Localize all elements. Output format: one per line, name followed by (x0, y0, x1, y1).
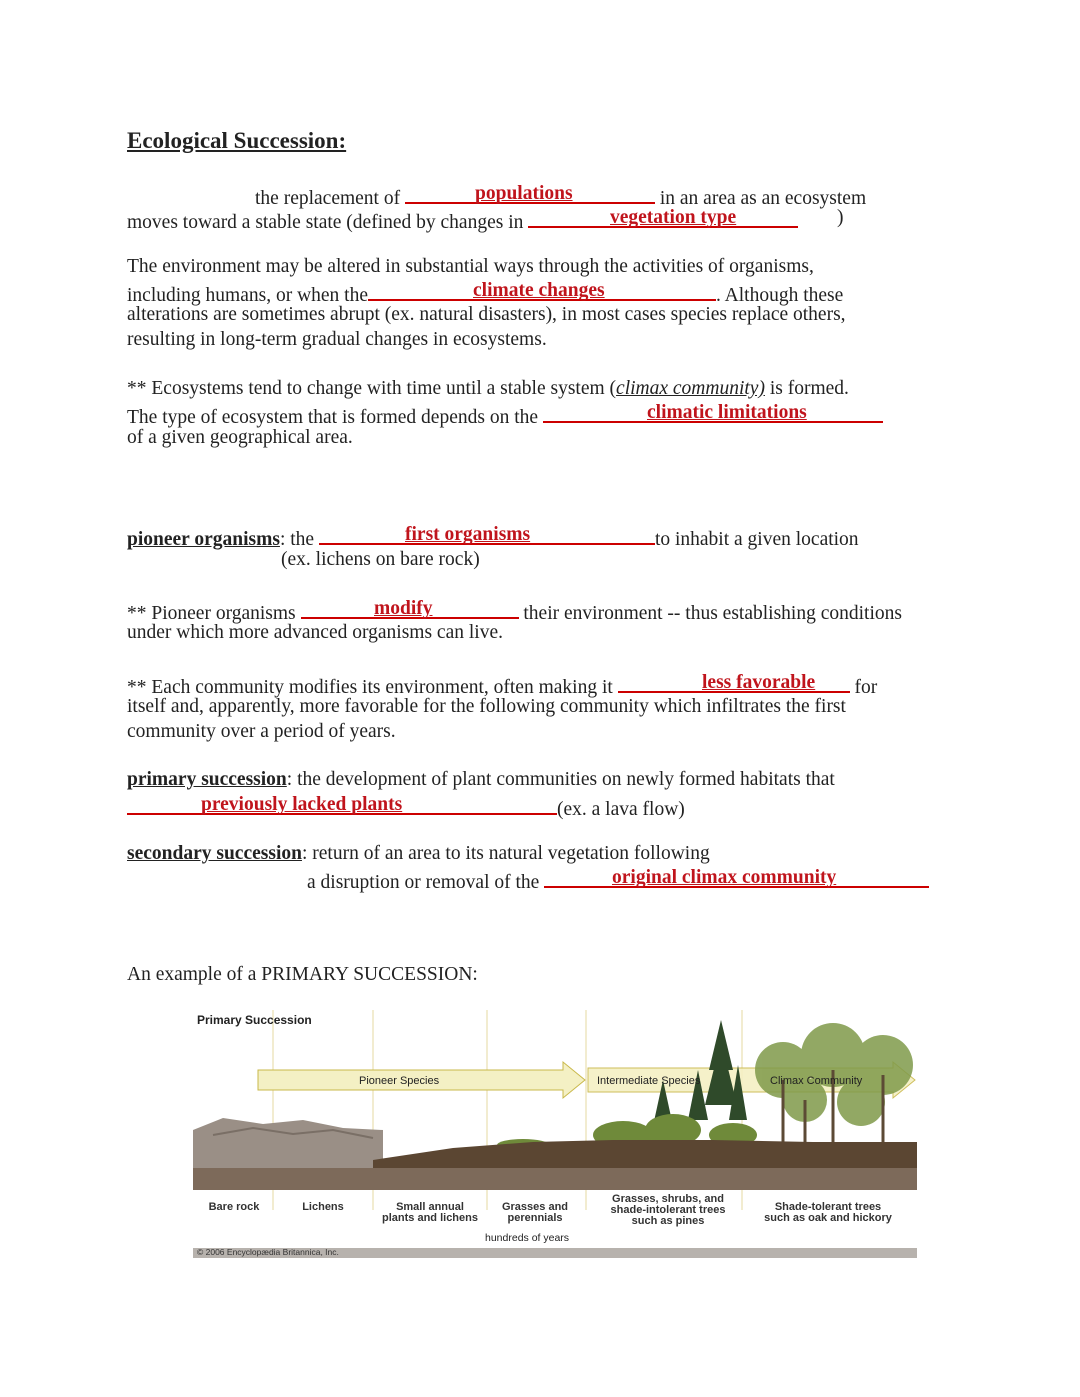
climax-community-term: climax community) (616, 378, 765, 399)
answer-original-climax-community: original climax community (612, 867, 837, 888)
term-secondary-succession: secondary succession (127, 843, 302, 864)
arrow-label-climax: Climax Community (770, 1075, 863, 1087)
page-title: Ecological Succession: (127, 128, 347, 153)
p3-line1 (127, 377, 849, 401)
term-primary-succession: primary succession (127, 769, 287, 790)
p3-text: is formed. (764, 378, 849, 399)
answer-vegetation-type: vegetation type (610, 207, 737, 228)
term-pioneer-organisms: pioneer organisms (127, 529, 280, 550)
p7-text: (ex. a lava flow) (557, 799, 685, 820)
figure-credit: © 2006 Encyclopædia Britannica, Inc. (197, 1247, 339, 1257)
answer-climatic-limitations: climatic limitations (647, 402, 807, 423)
p4-line2: (ex. lichens on bare rock) (281, 549, 480, 570)
stage-lichens: Lichens (302, 1201, 344, 1213)
p1-text: the replacement of (255, 188, 401, 209)
p2-text: including humans, or when the (127, 285, 368, 306)
answer-less-favorable: less favorable (702, 672, 816, 693)
p5-line2: under which more advanced organisms can live. (127, 622, 503, 643)
answer-previously-lacked-plants: previously lacked plants (201, 794, 403, 815)
answer-populations: populations (475, 183, 573, 204)
example-heading: An example of a PRIMARY SUCCESSION: (127, 964, 478, 985)
p7-line1 (127, 768, 835, 792)
p8-line1 (127, 842, 710, 866)
p2-line1: The environment may be altered in substantial ways through the activities of organisms, (127, 256, 814, 277)
p1-text: in an area as an ecosystem (659, 188, 867, 209)
p1-text: moves toward a stable state (defined by changes in (127, 212, 524, 233)
p4-text: to inhabit a given location (654, 529, 859, 550)
p6-line2: itself and, apparently, more favorable for the following community which infiltrates the first (127, 696, 846, 717)
p6-line3: community over a period of years. (127, 721, 396, 742)
answer-first-organisms: first organisms (405, 524, 531, 545)
p3-text: The type of ecosystem that is formed depends on the (127, 407, 539, 428)
p3-text: ** Ecosystems tend to change with time until a stable system ( (127, 378, 617, 399)
p2-line4: resulting in long-term gradual changes in ecosystems. (127, 329, 547, 350)
p5-text: ** Pioneer organisms (127, 603, 296, 624)
p2-text: . Although these (716, 285, 844, 306)
timescale-label: hundreds of years (485, 1232, 570, 1244)
p6-text: ** Each community modifies its environment, often making it (127, 677, 613, 698)
p5-text: their environment -- thus establishing conditions (523, 603, 902, 624)
answer-climate-changes: climate changes (473, 280, 605, 301)
figure-title: Primary Succession (197, 1013, 312, 1027)
p3-line3: of a given geographical area. (127, 427, 353, 448)
arrow-label-intermediate: Intermediate Species (597, 1075, 701, 1087)
arrow-label-pioneer: Pioneer Species (359, 1075, 440, 1087)
primary-succession-figure (193, 1010, 917, 1260)
p8-text: a disruption or removal of the (307, 872, 540, 893)
p7-text: : the development of plant communities on newly formed habitats that (286, 769, 835, 790)
stage-bare-rock: Bare rock (208, 1201, 260, 1213)
stage-small-annual: Small annual plants and lichens (382, 1201, 478, 1224)
p4-text: : the (279, 529, 315, 550)
p6-text: for (854, 677, 878, 698)
stage-grasses-perennials: Grasses and perennials (501, 1201, 569, 1224)
p1-close-paren: ) (837, 207, 844, 228)
p2-line3: alterations are sometimes abrupt (ex. natural disasters), in most cases species replace others, (127, 304, 846, 325)
stage-shrubs-pines: Grasses, shrubs, and shade-intolerant trees such as pines (610, 1193, 726, 1227)
p8-text: : return of an area to its natural vegetation following (301, 843, 710, 864)
answer-modify: modify (374, 598, 433, 619)
stage-shade-tolerant: Shade-tolerant trees such as oak and hickory (764, 1201, 892, 1224)
